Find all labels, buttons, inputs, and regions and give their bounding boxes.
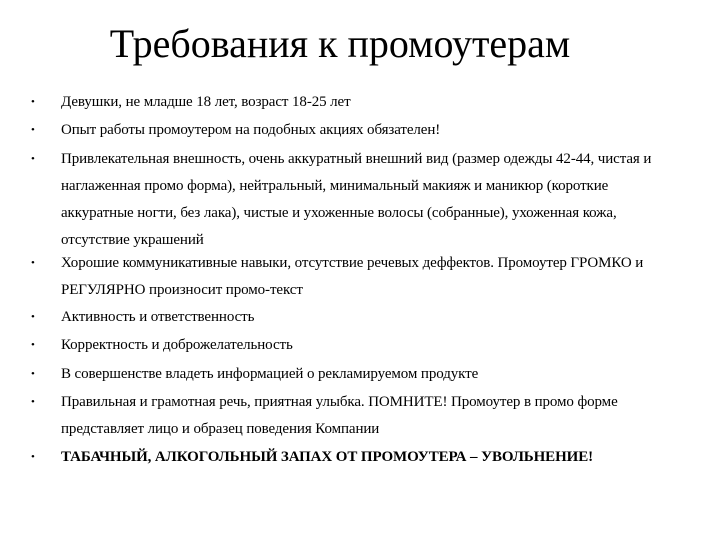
list-item-text: Правильная и грамотная речь, приятная улыбка. ПОМНИТЕ! Промоутер в промо форме представляет лицо и образец поведения Компании — [61, 394, 618, 437]
bullet-icon: • — [31, 124, 35, 136]
bullet-icon: • — [31, 339, 35, 351]
list-item-text: Опыт работы промоутером на подобных акциях обязателен! — [61, 122, 441, 138]
bullet-icon: • — [31, 257, 35, 269]
bullet-icon: • — [31, 96, 35, 108]
list-item-text: Привлекательная внешность, очень аккуратный внешний вид (размер одежды 42-44, чистая и наглаженная промо форма), нейтральный, минимальный макияж и маникюр (короткие аккуратные ногти, без лака), чистые и ухоженные волосы (собранные), ухоженная кожа, отсутствие украшений — [61, 151, 652, 248]
bullet-icon: • — [31, 153, 35, 165]
bullet-icon: • — [31, 451, 35, 463]
slide-title: Требования к промоутерам — [109, 21, 571, 66]
list-item-text: ТАБАЧНЫЙ, АЛКОГОЛЬНЫЙ ЗАПАХ ОТ ПРОМОУТЕРА – УВОЛЬНЕНИЕ! — [61, 449, 594, 465]
bullet-icon: • — [31, 396, 35, 408]
list-item-text: Хорошие коммуникативные навыки, отсутствие речевых деффектов. Промоутер ГРОМКО и РЕГУЛЯРНО произносит промо-текст — [61, 255, 644, 298]
list-item-text: Корректность и доброжелательность — [61, 337, 293, 353]
list-item-text: Активность и ответственность — [61, 309, 255, 325]
bullet-icon: • — [31, 368, 35, 380]
list-item-text: В совершенстве владеть информацией о рекламируемом продукте — [61, 366, 479, 382]
list-item-text: Девушки, не младше 18 лет, возраст 18-25 лет — [61, 94, 351, 110]
bullet-icon: • — [31, 311, 35, 323]
